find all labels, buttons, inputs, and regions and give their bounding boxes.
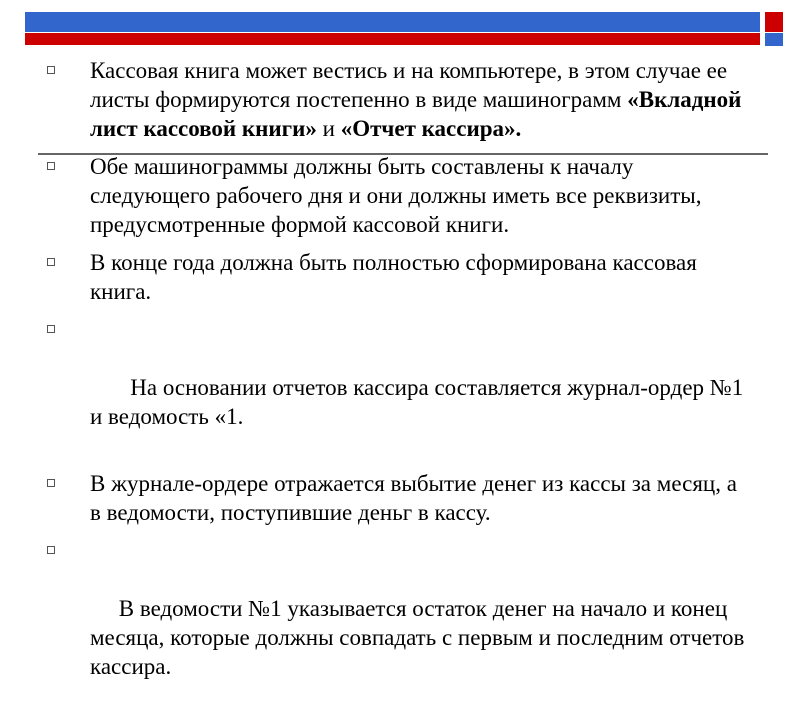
item-text: На основании отчетов кассира составляется журнал-ордер №1 и ведомость «1. [90, 375, 749, 429]
list-item [45, 248, 745, 306]
header-red-bar [25, 33, 760, 45]
item-text: В журнале-ордере отражается выбытие денег из кассы за месяц, а в ведомости, поступившие деньг в кассу. [90, 471, 737, 525]
list-item [45, 152, 745, 239]
item-text: В конце года должна быть полностью сформирована кассовая книга. [90, 250, 697, 304]
square-bullet-icon [47, 546, 55, 554]
square-bullet-icon [47, 479, 55, 487]
list-item [45, 469, 745, 527]
list-item [45, 56, 745, 143]
square-bullet-icon [47, 162, 55, 170]
square-bullet-icon [47, 258, 55, 266]
square-bullet-icon [47, 325, 55, 333]
bullet-list [45, 56, 751, 719]
item-text: и [316, 116, 341, 141]
list-item [45, 536, 751, 710]
item-text: В ведомости №1 указывается остаток денег на начало и конец месяца, которые должны совпадать с первым и последним отчетов кассира. [90, 596, 751, 679]
item-bold-text: «Вкладной лист кассовой книги» [90, 87, 742, 141]
header-blue-bar [25, 12, 760, 32]
corner-red-square [765, 12, 783, 32]
item-bold-text: «Отчет кассира». [340, 116, 522, 141]
corner-blue-square [765, 33, 783, 46]
square-bullet-icon [47, 66, 55, 74]
list-item [45, 315, 749, 460]
item-text: Кассовая книга может вестись и на компьютере, в этом случае ее листы формируются постепенно в виде машинограмм [90, 58, 728, 112]
item-text: Обе машинограммы должны быть составлены к началу следующего рабочего дня и они должны иметь все реквизиты, предусмотренные формой кассовой книги. [90, 154, 702, 237]
